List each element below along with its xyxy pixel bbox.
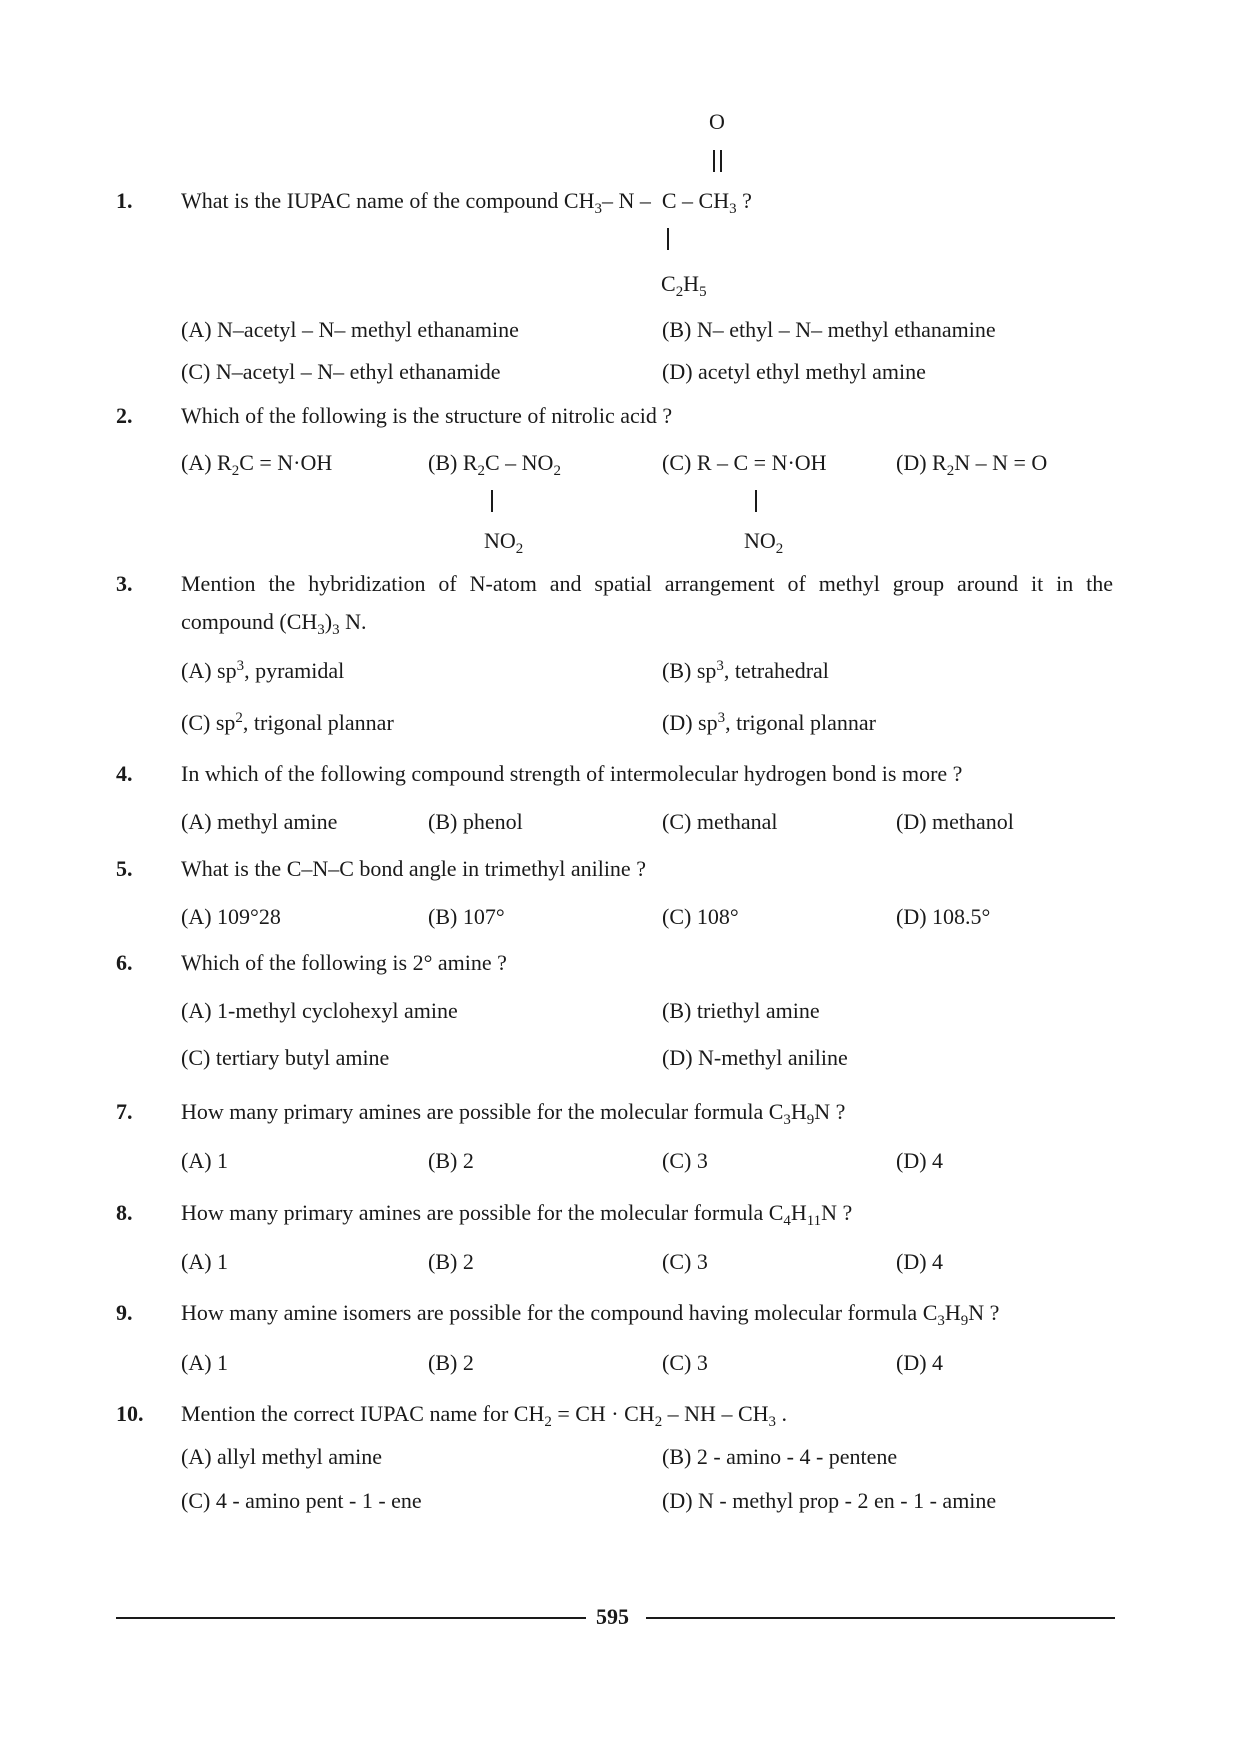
question-text: Mention the hybridization of N-atom and spatial arrangement of methyl group around it in the [181,571,1113,596]
question-number: 5. [116,856,133,881]
option-d[interactable]: (D) 4 [896,1249,944,1274]
option-d[interactable]: (D) $sp^3$, trigonal plannar [662,709,876,735]
option-b[interactable]: (B) phenol [428,809,523,834]
option-c[interactable]: (C) 4 - amino pent - 1 - ene [181,1488,422,1513]
structure-ethyl: $C_2H_5$ [661,271,707,301]
question-number: 2. [116,403,133,428]
single-bond-line [667,228,669,250]
question-text: How many primary amines are possible for the molecular formula $C_3H_9N$ ? [181,1099,846,1129]
question-text: In which of the following compound strength of intermolecular hydrogen bond is more ? [181,761,963,786]
option-c[interactable]: (C) 3 [662,1249,708,1274]
option-b[interactable]: (B) $sp^3$, tetrahedral [662,657,829,683]
option-a[interactable]: (A) N–acetyl – N– methyl ethanamine [181,317,519,342]
question-number: 7. [116,1099,133,1124]
option-b[interactable]: (B) 2 - amino - 4 - pentene [662,1444,898,1469]
option-d[interactable]: (D) N-methyl aniline [662,1045,848,1070]
question-text: What is the C–N–C bond angle in trimethyl aniline ? [181,856,646,881]
structure-ch3: $CH_3$ [563,188,602,218]
option-b[interactable]: (B) 2 [428,1148,474,1173]
question-text: Which of the following is 2° amine ? [181,950,507,975]
question-text: Which of the following is the structure of nitrolic acid ? [181,403,673,428]
option-a[interactable]: (A) $R_2C = N\cdot OH$ [181,450,333,480]
option-b[interactable]: (B) 2 [428,1249,474,1274]
option-c[interactable]: (C) 3 [662,1350,708,1375]
question-number: 1. [116,188,133,213]
option-d[interactable]: (D) 4 [896,1350,944,1375]
option-c[interactable]: (C) methanal [662,809,778,834]
option-a[interactable]: (A) allyl methyl amine [181,1444,382,1469]
option-d[interactable]: (D) N - methyl prop - 2 en - 1 - amine [662,1488,997,1513]
option-a[interactable]: (A) 1-methyl cyclohexyl amine [181,998,458,1023]
footer-rule-left [116,1617,586,1619]
option-c[interactable]: (C) N–acetyl – N– ethyl ethanamide [181,359,501,384]
option-a[interactable]: (A) 1 [181,1350,229,1375]
question-number: 6. [116,950,133,975]
question-text: Mention the correct IUPAC name for $CH_2$ = CH · $CH_2$ – NH – $CH_3$ . [181,1401,787,1431]
option-b[interactable]: (B) N– ethyl – N– methyl ethanamine [662,317,996,342]
option-b[interactable]: (B) 107° [428,904,505,929]
option-d[interactable]: (D) 4 [896,1148,944,1173]
option-c[interactable]: (C) 3 [662,1148,708,1173]
structure-oxygen: O [709,109,725,134]
option-c[interactable]: (C) R – C = N·OH [662,450,827,475]
question-text-continued: compound $(CH_3)_3$ N. [181,609,367,639]
option-a[interactable]: (A) 1 [181,1148,229,1173]
option-a[interactable]: (A) 109°28 [181,904,281,929]
option-a[interactable]: (A) $sp^3$, pyramidal [181,657,345,683]
footer-rule-right [646,1617,1115,1619]
option-b[interactable]: (B) triethyl amine [662,998,820,1023]
option-b[interactable]: (B) $R_2C - NO_2$ [428,450,561,480]
question-number: 3. [116,571,133,596]
option-d[interactable]: (D) methanol [896,809,1014,834]
option-a[interactable]: (A) methyl amine [181,809,338,834]
question-text: How many primary amines are possible for the molecular formula $C_4H_{11}N$ ? [181,1200,853,1230]
question-number: 8. [116,1200,133,1225]
option-c-substituent: $NO_2$ [744,528,784,558]
question-text: How many amine isomers are possible for the compound having molecular formula $C_3H_9N$ ? [181,1300,1000,1330]
question-number: 9. [116,1300,133,1325]
double-bond-line [720,150,722,172]
single-bond-line [491,490,493,512]
page-number: 595 [596,1604,629,1629]
option-c[interactable]: (C) 108° [662,904,739,929]
option-d[interactable]: (D) $R_2N - N = O$ [896,450,1048,480]
option-a[interactable]: (A) 1 [181,1249,229,1274]
option-c[interactable]: (C) tertiary butyl amine [181,1045,390,1070]
option-b[interactable]: (B) 2 [428,1350,474,1375]
question-number: 10. [116,1401,144,1426]
double-bond-line [713,150,715,172]
option-d[interactable]: (D) 108.5° [896,904,991,929]
question-number: 4. [116,761,133,786]
option-d[interactable]: (D) acetyl ethyl methyl amine [662,359,926,384]
question-text: What is the IUPAC name of the compound $CH_3-$ N – C – $CH_3$ ? [181,188,752,218]
single-bond-line [755,490,757,512]
option-c[interactable]: (C) $sp^2$, trigonal plannar [181,709,394,735]
option-b-substituent: $NO_2$ [484,528,524,558]
